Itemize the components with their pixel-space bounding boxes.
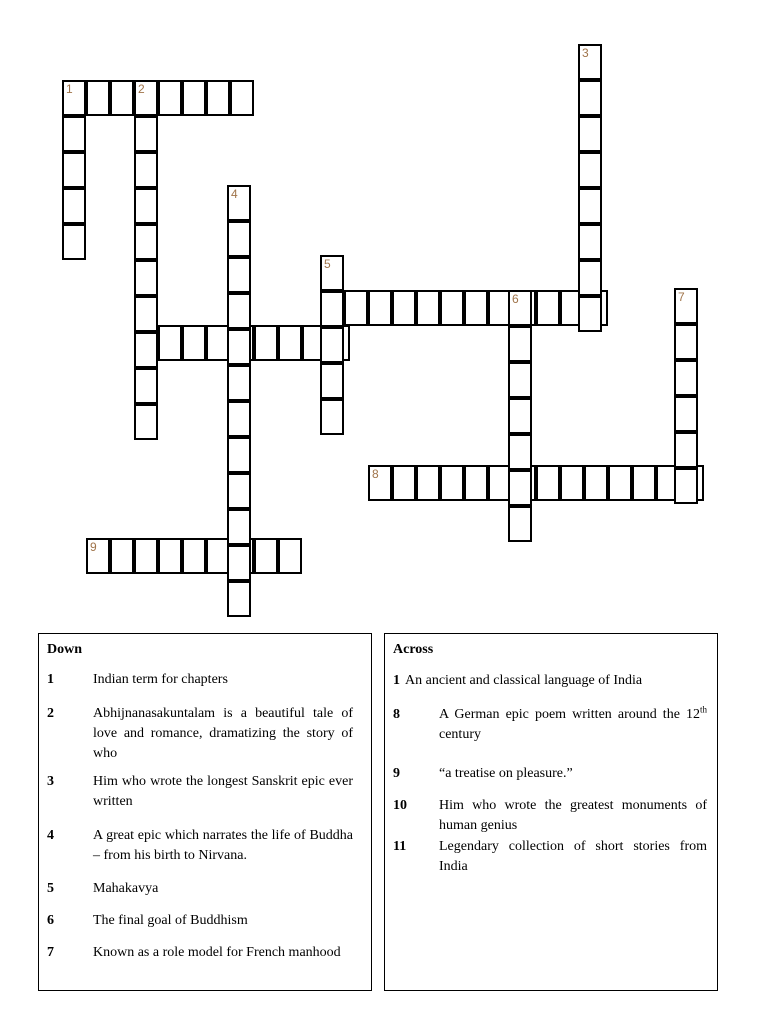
grid-cell[interactable] bbox=[320, 291, 344, 327]
grid-cell[interactable] bbox=[254, 538, 278, 574]
grid-cell[interactable] bbox=[416, 465, 440, 501]
grid-cell[interactable] bbox=[674, 288, 698, 324]
grid-cell[interactable] bbox=[416, 290, 440, 326]
grid-cell[interactable] bbox=[62, 224, 86, 260]
grid-cell[interactable] bbox=[182, 538, 206, 574]
grid-cell[interactable] bbox=[182, 325, 206, 361]
grid-cell[interactable] bbox=[134, 116, 158, 152]
grid-cell[interactable] bbox=[464, 465, 488, 501]
grid-cell[interactable] bbox=[320, 255, 344, 291]
grid-cell[interactable] bbox=[578, 224, 602, 260]
grid-cell[interactable] bbox=[392, 290, 416, 326]
grid-cell[interactable] bbox=[508, 290, 532, 326]
grid-cell[interactable] bbox=[440, 290, 464, 326]
clue-number: 1 bbox=[66, 82, 73, 96]
grid-cell[interactable] bbox=[62, 80, 86, 116]
grid-cell[interactable] bbox=[227, 329, 251, 365]
across-clues-box: Across 1 An ancient and classical language of India 8 A German epic poem written around the 12th century 9 “a treatise on pleasure.” 10 Him who wrote the greatest monuments of human genius 11 Legendary collection of short stories from India bbox=[384, 633, 718, 991]
grid-cell[interactable] bbox=[508, 398, 532, 434]
grid-cell[interactable] bbox=[278, 538, 302, 574]
grid-cell[interactable] bbox=[134, 538, 158, 574]
across-title: Across bbox=[393, 642, 434, 657]
clue-number: 4 bbox=[231, 187, 238, 201]
grid-cell[interactable] bbox=[608, 465, 632, 501]
grid-cell[interactable] bbox=[578, 188, 602, 224]
grid-cell[interactable] bbox=[134, 332, 158, 368]
grid-cell[interactable] bbox=[227, 221, 251, 257]
grid-cell[interactable] bbox=[86, 538, 110, 574]
grid-cell[interactable] bbox=[254, 325, 278, 361]
grid-cell[interactable] bbox=[158, 80, 182, 116]
grid-cell[interactable] bbox=[158, 325, 182, 361]
grid-cell[interactable] bbox=[674, 324, 698, 360]
grid-cell[interactable] bbox=[674, 432, 698, 468]
grid-cell[interactable] bbox=[227, 401, 251, 437]
grid-cell[interactable] bbox=[578, 152, 602, 188]
clue-number: 5 bbox=[324, 257, 331, 271]
grid-cell[interactable] bbox=[440, 465, 464, 501]
grid-cell[interactable] bbox=[86, 80, 110, 116]
grid-cell[interactable] bbox=[508, 434, 532, 470]
grid-cell[interactable] bbox=[578, 116, 602, 152]
grid-cell[interactable] bbox=[392, 465, 416, 501]
clue-number: 8 bbox=[372, 467, 379, 481]
grid-cell[interactable] bbox=[278, 325, 302, 361]
grid-cell[interactable] bbox=[110, 80, 134, 116]
grid-cell[interactable] bbox=[227, 473, 251, 509]
grid-cell[interactable] bbox=[508, 362, 532, 398]
down-clues-box: Down 1 Indian term for chapters 2 Abhijnanasakuntalam is a beautiful tale of love and romance, dramatizing the story of who 3 Him who wrote the longest Sanskrit epic ever written 4 A great epic which narrates the life of Buddha – from his birth to Nirvana. 5 Mahakavya 6 The final goal of Buddhism 7 Known as a role model for French manhood bbox=[38, 633, 372, 991]
grid-cell[interactable] bbox=[632, 465, 656, 501]
grid-cell[interactable] bbox=[134, 260, 158, 296]
grid-cell[interactable] bbox=[134, 152, 158, 188]
grid-cell[interactable] bbox=[674, 468, 698, 504]
clue-number: 7 bbox=[678, 290, 685, 304]
grid-cell[interactable] bbox=[227, 365, 251, 401]
clue-number: 9 bbox=[90, 540, 97, 554]
grid-cell[interactable] bbox=[227, 437, 251, 473]
grid-cell[interactable] bbox=[227, 545, 251, 581]
grid-cell[interactable] bbox=[508, 326, 532, 362]
grid-cell[interactable] bbox=[110, 538, 134, 574]
clue-number: 3 bbox=[582, 46, 589, 60]
grid-cell[interactable] bbox=[674, 396, 698, 432]
grid-cell[interactable] bbox=[508, 506, 532, 542]
clue-number: 2 bbox=[138, 82, 145, 96]
grid-cell[interactable] bbox=[62, 116, 86, 152]
grid-cell[interactable] bbox=[584, 465, 608, 501]
down-title: Down bbox=[47, 642, 83, 657]
grid-cell[interactable] bbox=[320, 399, 344, 435]
grid-cell[interactable] bbox=[320, 327, 344, 363]
grid-cell[interactable] bbox=[674, 360, 698, 396]
grid-cell[interactable] bbox=[227, 509, 251, 545]
grid-cell[interactable] bbox=[62, 152, 86, 188]
grid-cell[interactable] bbox=[578, 80, 602, 116]
grid-cell[interactable] bbox=[508, 470, 532, 506]
clue-number: 6 bbox=[512, 292, 519, 306]
grid-cell[interactable] bbox=[227, 293, 251, 329]
grid-cell[interactable] bbox=[368, 465, 392, 501]
grid-cell[interactable] bbox=[134, 368, 158, 404]
grid-cell[interactable] bbox=[320, 363, 344, 399]
grid-cell[interactable] bbox=[134, 80, 158, 116]
grid-cell[interactable] bbox=[206, 80, 230, 116]
grid-cell[interactable] bbox=[182, 80, 206, 116]
grid-cell[interactable] bbox=[344, 290, 368, 326]
grid-cell[interactable] bbox=[62, 188, 86, 224]
grid-cell[interactable] bbox=[230, 80, 254, 116]
grid-cell[interactable] bbox=[227, 581, 251, 617]
grid-cell[interactable] bbox=[578, 260, 602, 296]
grid-cell[interactable] bbox=[227, 185, 251, 221]
grid-cell[interactable] bbox=[134, 188, 158, 224]
grid-cell[interactable] bbox=[134, 404, 158, 440]
grid-cell[interactable] bbox=[560, 465, 584, 501]
grid-cell[interactable] bbox=[134, 296, 158, 332]
grid-cell[interactable] bbox=[227, 257, 251, 293]
grid-cell[interactable] bbox=[158, 538, 182, 574]
grid-cell[interactable] bbox=[578, 296, 602, 332]
grid-cell[interactable] bbox=[368, 290, 392, 326]
grid-cell[interactable] bbox=[578, 44, 602, 80]
grid-cell[interactable] bbox=[464, 290, 488, 326]
grid-cell[interactable] bbox=[536, 290, 560, 326]
grid-cell[interactable] bbox=[134, 224, 158, 260]
grid-cell[interactable] bbox=[536, 465, 560, 501]
